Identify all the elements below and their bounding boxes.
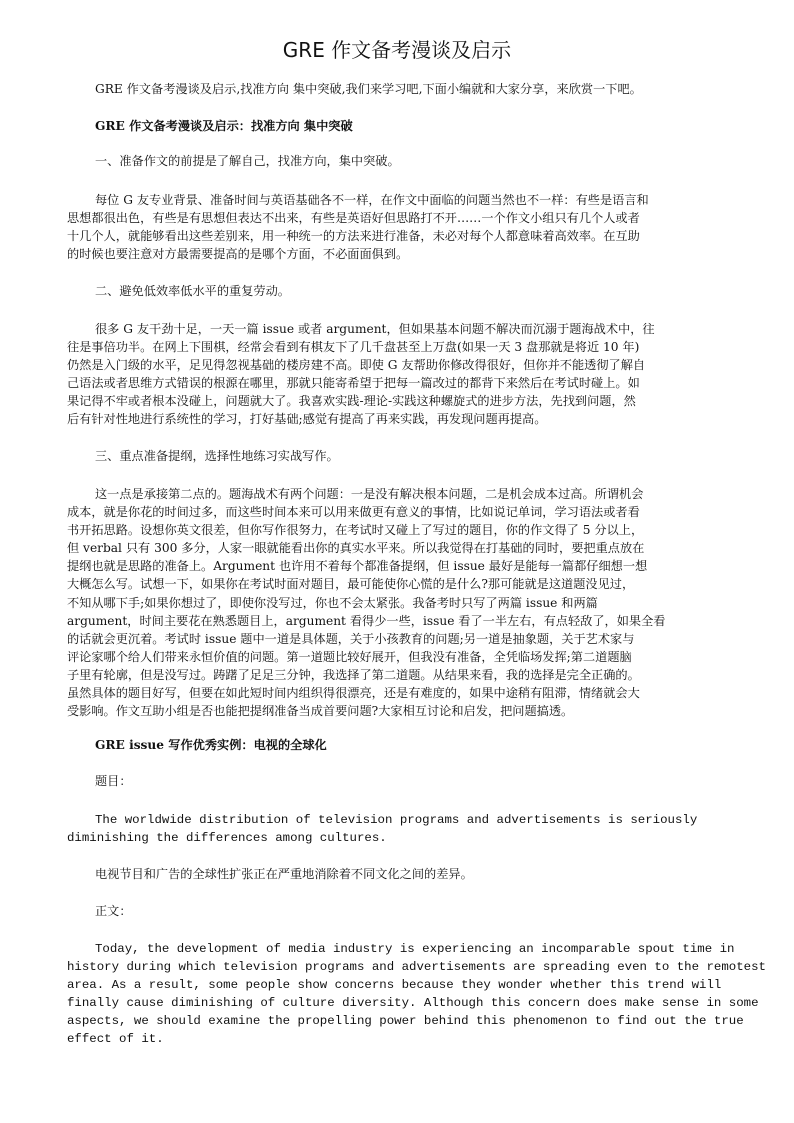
text-line: 虽然具体的题目好写，但要在如此短时间内组织得很漂亮，还是有难度的，如果中途稍有阻滞，情绪就会大 (67, 686, 640, 701)
topic-label (67, 772, 737, 790)
section-heading (67, 117, 737, 135)
paragraph (67, 191, 737, 263)
text-line: aspects, we should examine the propelling power behind this phenomenon to find out the true (67, 1014, 744, 1029)
text-line: GRE 作文备考漫谈及启示：找准方向 集中突破 (95, 119, 353, 133)
text-line: effect of it. (67, 1032, 164, 1047)
body-label (67, 902, 737, 920)
paragraph (67, 485, 737, 720)
text-line: 子里有轮廓，但是没写过。踌躇了足足三分钟，我选择了第二道题。从结果来看，我的选择是完全正确的。 (67, 667, 640, 682)
text-line: 果记得不牢或者根本没碰上，问题就大了。我喜欢实践-理论-实践这种螺旋式的进步方法，先找到问题，然 (67, 394, 636, 409)
text-line: 正文： (95, 904, 132, 918)
text-line: finally cause diminishing of culture diversity. Although this concern does make sense in some (67, 996, 759, 1011)
text-line: 书开拓思路。设想你英文很差，但你写作很努力，在考试时又碰上了写过的题目，你的作文得了 5 分以上， (67, 523, 644, 538)
text-line: 题目： (95, 774, 132, 788)
subheading (67, 447, 737, 465)
text-line: 评论家哪个给人们带来永恒价值的问题。第一道题比较好展开，但我没有准备，全凭临场发挥;第二道题脑 (67, 649, 632, 664)
text-line: Today, the development of media industry is experiencing an incomparable spout time in (95, 942, 735, 956)
text-line: 二、避免低效率低水平的重复劳动。 (95, 284, 290, 298)
text-line: 三、重点准备提纲，选择性地练习实战写作。 (95, 449, 339, 463)
essay-body (67, 940, 766, 1049)
text-line: 大概怎么写。试想一下，如果你在考试时面对题目，最可能使你心慌的是什么?那可能就是这道题没见过， (67, 577, 635, 592)
text-line: area. As a result, some people show concerns because they wonder whether this trend will (67, 978, 722, 993)
text-line: 往是事倍功半。在网上下围棋，经常会看到有棋友下了几千盘甚至上万盘(如果一天 3 盘那就是将近 10 年) (67, 340, 640, 355)
text-line: history during which television programs and advertisements are spreading even to the remotest (67, 960, 766, 975)
topic-chinese (67, 865, 737, 883)
text-line: 的时候也要注意对方最需要提高的是哪个方面，不必面面俱到。 (67, 247, 409, 262)
text-line: GRE 作文备考漫谈及启示,找准方向 集中突破,我们来学习吧,下面小编就和大家分享，来欣赏一下吧。 (95, 82, 642, 96)
text-line: 思想都很出色，有些是有思想但表达不出来，有些是英语好但思路打不开……一个作文小组只有几个人或者 (67, 211, 640, 226)
text-line: 己语法或者思维方式错误的根源在哪里，那就只能寄希望于把每一篇改过的都背下来然后在考试时碰上。如 (67, 376, 640, 391)
text-line: 受影响。作文互助小组是否也能把提纲准备当成首要问题?大家相互讨论和启发，把问题搞透。 (67, 704, 574, 719)
intro-paragraph (67, 80, 737, 98)
text-line: 一、准备作文的前提是了解自己，找准方向，集中突破。 (95, 154, 400, 168)
text-line: 但 verbal 只有 300 多分，人家一眼就能看出你的真实水平来。所以我觉得在打基础的同时，要把重点放在 (67, 541, 645, 556)
topic-english (67, 811, 737, 847)
text-line: diminishing the differences among cultures. (67, 831, 387, 846)
paragraph (67, 320, 737, 429)
document-title: GRE 作文备考漫谈及启示 (282, 38, 512, 62)
text-line: 电视节目和广告的全球性扩张正在严重地消除着不同文化之间的差异。 (95, 867, 473, 881)
subheading (67, 152, 737, 170)
text-line: GRE issue 写作优秀实例：电视的全球化 (95, 738, 327, 752)
text-line: 这一点是承接第二点的。题海战术有两个问题：一是没有解决根本问题，二是机会成本过高。所谓机会 (95, 487, 644, 501)
text-line: 不知从哪下手;如果你想过了，即使你没写过，你也不会太紧张。我备考时只写了两篇 issue 和两篇 (67, 595, 598, 610)
text-line: 后有针对性地进行系统性的学习，打好基础;感觉有提高了再来实践，再发现问题再提高。 (67, 412, 547, 427)
text-line: 仍然是入门级的水平，足见得忽视基础的楼房建不高。即使 G 友帮助你修改得很好，但你并不能透彻了解自 (67, 358, 646, 373)
text-line: 每位 G 友专业背景、准备时间与英语基础各不一样，在作文中面临的问题当然也不一样：有些是语言和 (95, 193, 649, 207)
text-line: 很多 G 友干劲十足，一天一篇 issue 或者 argument，但如果基本问题不解决而沉溺于题海战术中，往 (95, 322, 655, 336)
text-line: 提纲也就是思路的准备上。Argument 也许用不着每个都准备提纲，但 issue 最好是能每一篇都仔细想一想 (67, 559, 648, 574)
text-line: 十几个人，就能够看出这些差别来，用一种统一的方法来进行准备，未必对每个人都意味着高效率。在互助 (67, 229, 640, 244)
text-line: 成本，就是你花的时间过多，而这些时间本来可以用来做更有意义的事情，比如说记单词，学习语法或者看 (67, 505, 640, 520)
text-line: argument，时间主要花在熟悉题目上，argument 看得少一些，issue 看了一半左右，有点轻敌了，如果全看 (67, 613, 666, 628)
text-line: 的话就会更沉着。考试时 issue 题中一道是具体题，关于小孩教育的问题;另一道是抽象题，关于艺术家与 (67, 631, 635, 646)
subheading (67, 282, 737, 300)
section-heading (67, 736, 737, 754)
text-line: The worldwide distribution of television programs and advertisements is seriously (95, 813, 698, 827)
